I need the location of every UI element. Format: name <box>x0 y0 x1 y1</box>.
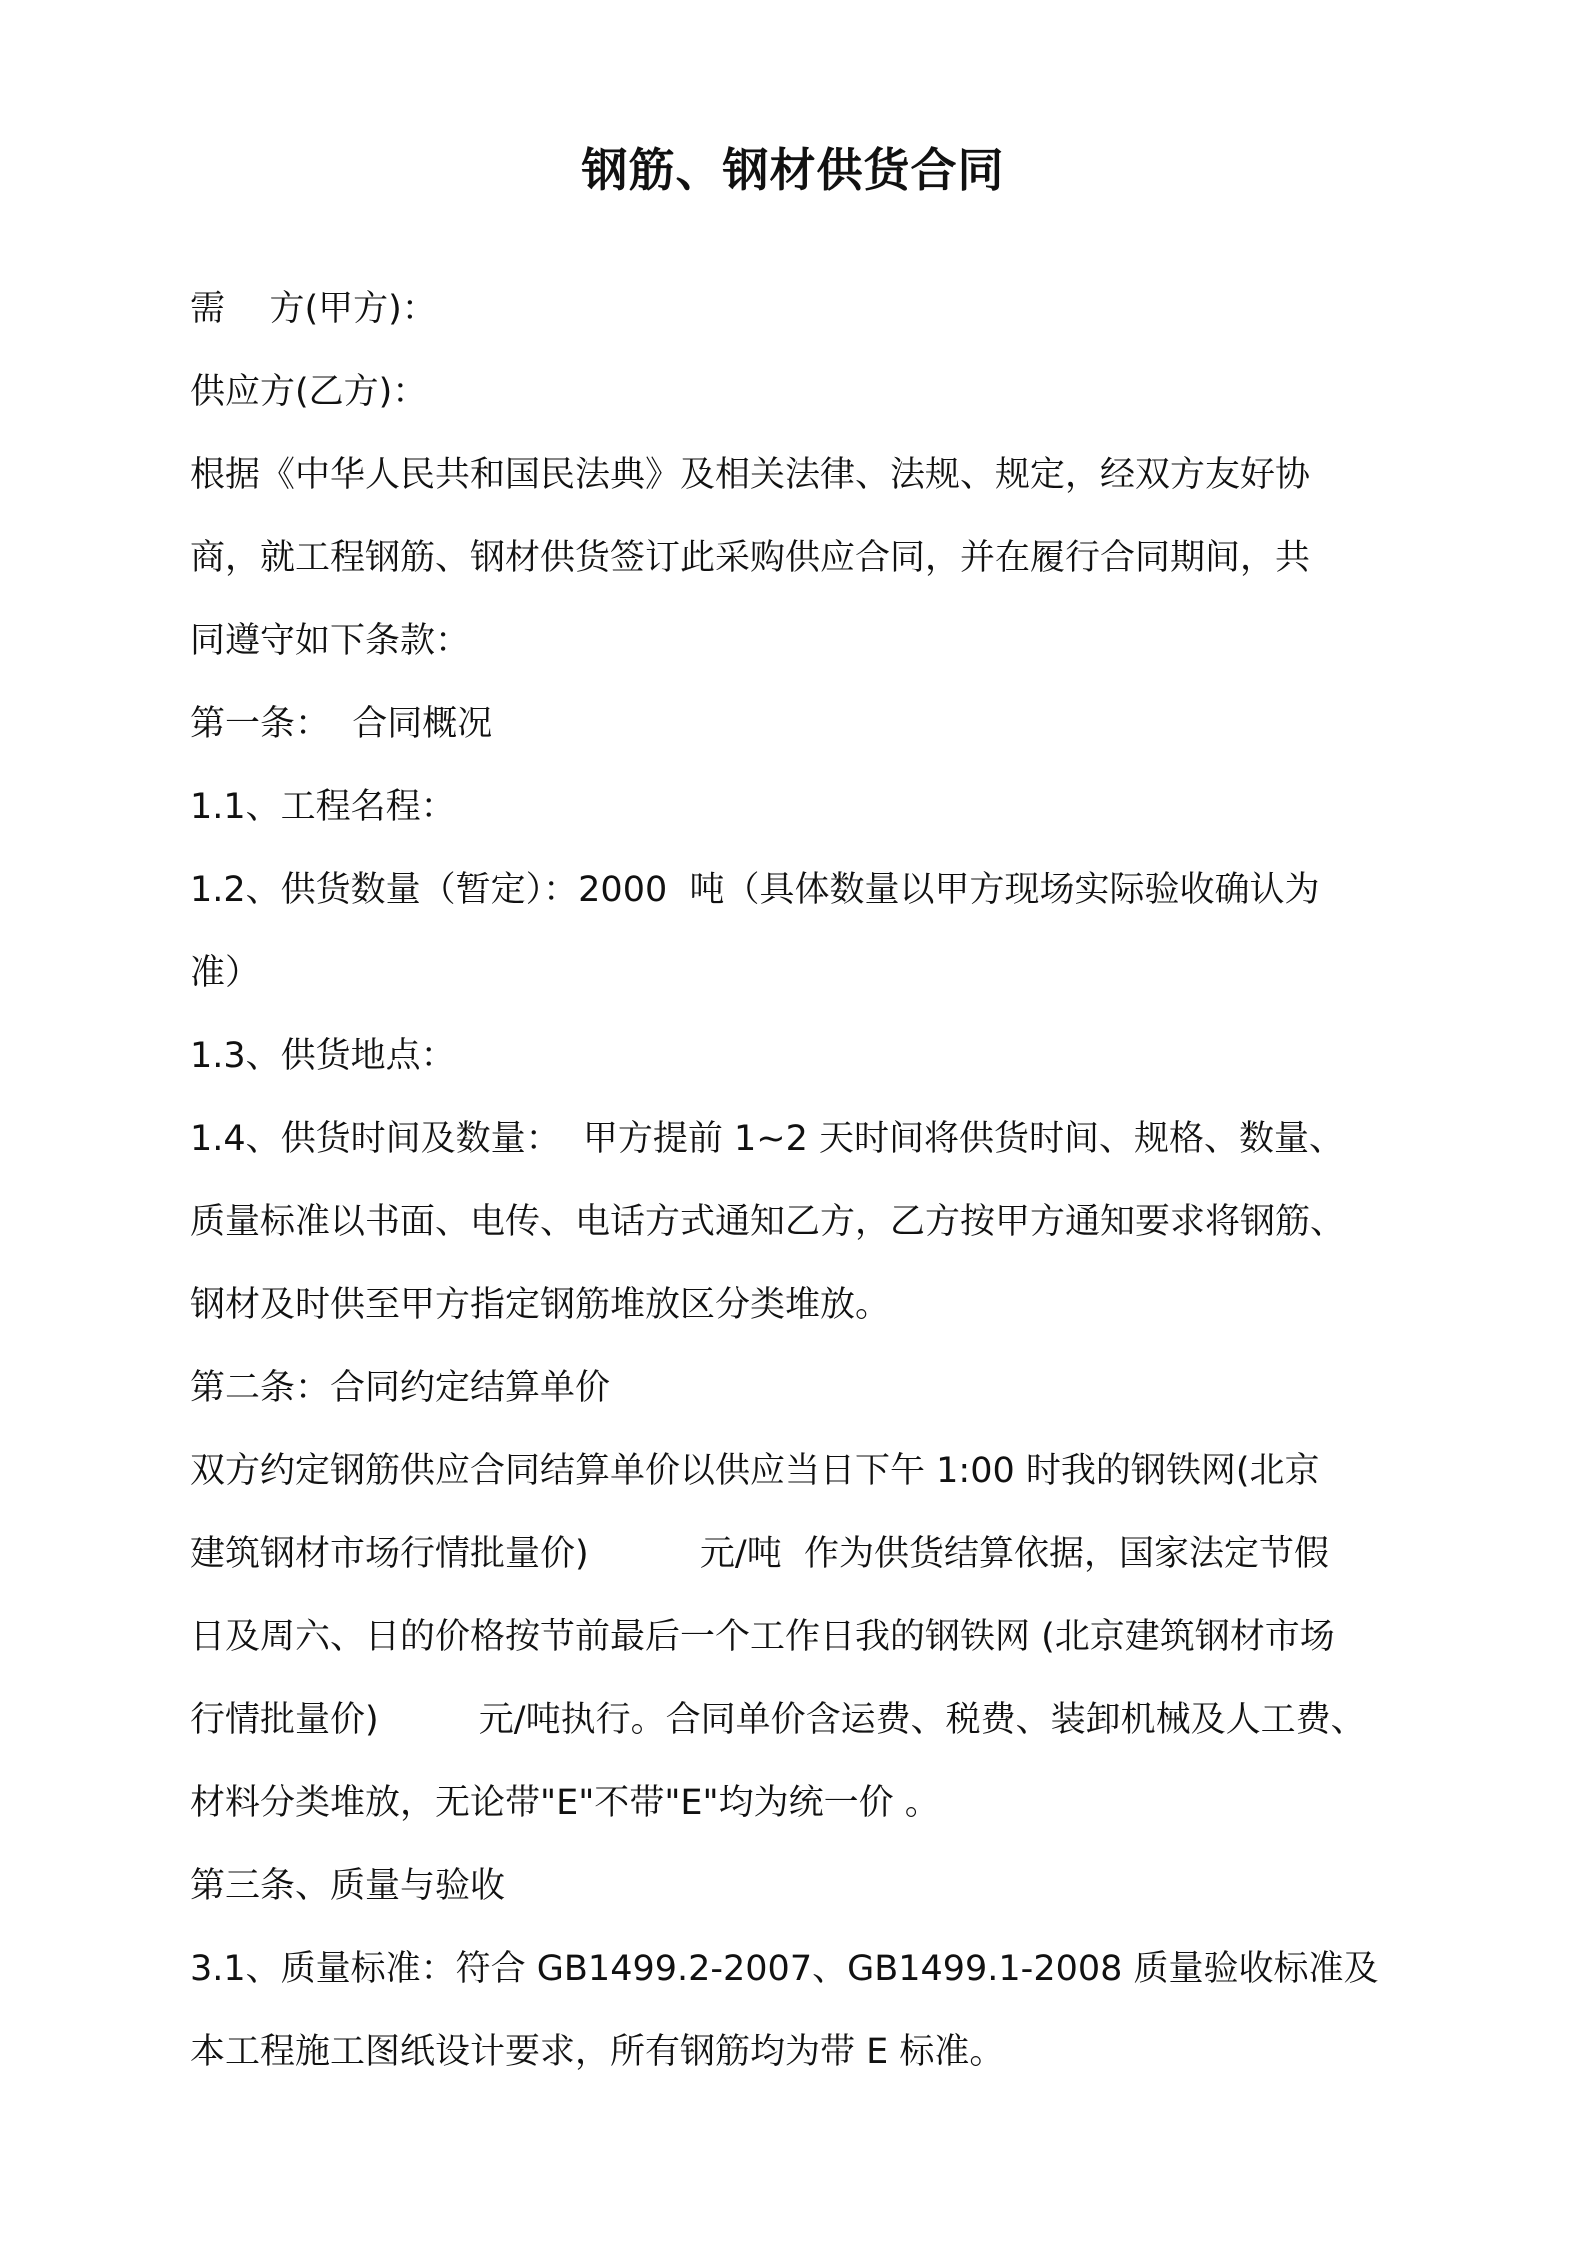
clause-1-2-cont: 准） <box>190 953 261 993</box>
article-2-text: 日及周六、日的价格按节前最后一个工作日我的钢铁网 (北京建筑钢材市场 <box>190 1617 1335 1657</box>
clause-1-4-cont: 钢材及时供至甲方指定钢筋堆放区分类堆放。 <box>190 1285 891 1325</box>
preamble-line: 同遵守如下条款： <box>190 621 471 661</box>
clause-1-4-cont: 质量标准以书面、电传、电话方式通知乙方，乙方按甲方通知要求将钢筋、 <box>190 1202 1346 1242</box>
clause-1-1: 1.1、工程名程： <box>190 787 456 827</box>
preamble-line: 商，就工程钢筋、钢材供货签订此采购供应合同，并在履行合同期间，共 <box>190 538 1311 578</box>
party-b-line: 供应方(乙方)： <box>190 372 428 412</box>
document-body <box>190 268 1405 2094</box>
article-2-text: 材料分类堆放，无论带"E"不带"E"均为统一价 。 <box>190 1783 940 1823</box>
article-2-heading: 第二条：合同约定结算单价 <box>190 1368 611 1408</box>
clause-3-1-cont: 本工程施工图纸设计要求，所有钢筋均为带 E 标准。 <box>190 2032 1005 2072</box>
article-2-text: 双方约定钢筋供应合同结算单价以供应当日下午 1:00 时我的钢铁网(北京 <box>190 1451 1320 1491</box>
preamble-line: 根据《中华人民共和国民法典》及相关法律、法规、规定，经双方友好协 <box>190 455 1311 495</box>
article-1-heading: 第一条： 合同概况 <box>190 704 493 744</box>
party-a-line: 需 方(甲方)： <box>190 289 437 329</box>
article-2-text: 建筑钢材市场行情批量价) 元/吨 作为供货结算依据，国家法定节假 <box>190 1534 1329 1574</box>
article-2-text: 行情批量价) 元/吨执行。合同单价含运费、税费、装卸机械及人工费、 <box>190 1700 1366 1740</box>
clause-1-4: 1.4、供货时间及数量： 甲方提前 1~2 天时间将供货时间、规格、数量、 <box>190 1119 1345 1159</box>
clause-1-2: 1.2、供货数量（暂定）：2000 吨（具体数量以甲方现场实际验收确认为 <box>190 870 1320 910</box>
document-title: 钢筋、钢材供货合同 <box>581 143 1005 197</box>
clause-3-1: 3.1、质量标准：符合 GB1499.2-2007、GB1499.1-2008 质量验收标准及 <box>190 1949 1379 1989</box>
article-3-heading: 第三条、质量与验收 <box>190 1866 506 1906</box>
clause-1-3: 1.3、供货地点： <box>190 1036 456 1076</box>
